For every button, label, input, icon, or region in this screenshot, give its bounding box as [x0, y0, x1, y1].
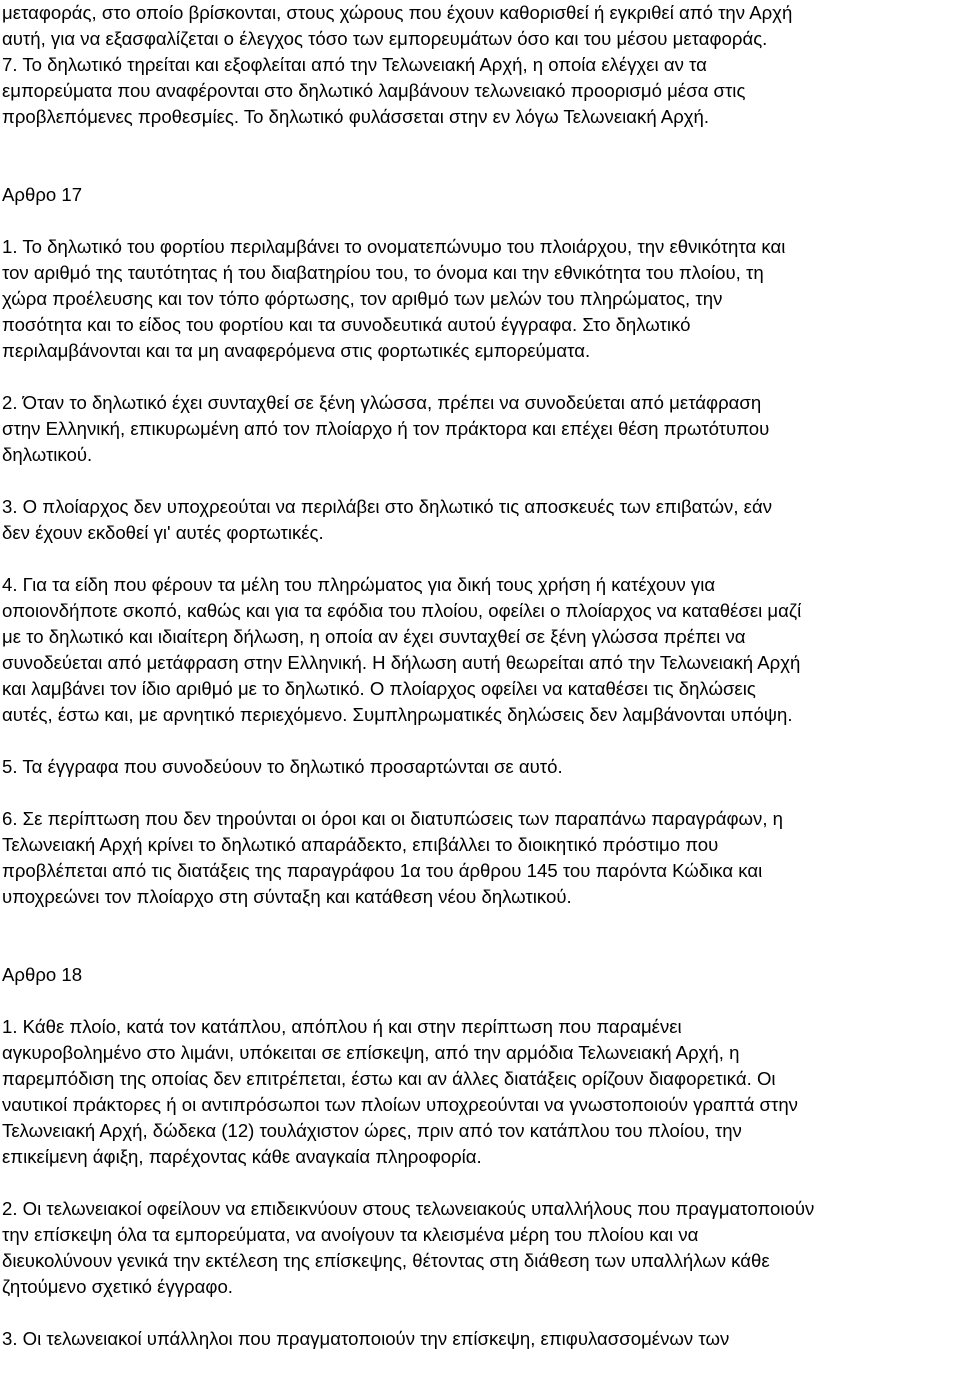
spacer	[2, 1300, 952, 1326]
spacer	[2, 910, 952, 962]
text-line: 3. Ο πλοίαρχος δεν υποχρεούται να περιλάβει στο δηλωτικό τις αποσκευές των επιβατών, εάν	[2, 496, 772, 517]
spacer	[2, 364, 952, 390]
spacer	[2, 988, 952, 1014]
text-line: περιλαμβάνονται και τα μη αναφερόμενα στις φορτωτικές εμπορεύματα.	[2, 340, 591, 361]
text-line: δηλωτικού.	[2, 444, 93, 465]
text-line: Τελωνειακή Αρχή, δώδεκα (12) τουλάχιστον ώρες, πριν από τον κατάπλου του πλοίου, την	[2, 1120, 742, 1141]
spacer	[2, 1170, 952, 1196]
text-line: 1. Κάθε πλοίο, κατά τον κατάπλου, απόπλου ή και στην περίπτωση που παραμένει	[2, 1016, 682, 1037]
article-18-paragraph-2	[2, 1196, 952, 1300]
spacer	[2, 130, 952, 182]
text-line: μεταφοράς, στο οποίο βρίσκονται, στους χώρους που έχουν καθορισθεί ή εγκριθεί από την Αρχή	[2, 2, 793, 23]
article-17-paragraph-1	[2, 234, 952, 364]
paragraph-7	[2, 52, 952, 130]
text-line: εμπορεύματα που αναφέρονται στο δηλωτικό λαμβάνουν τελωνειακό προορισμό μέσα στις	[2, 80, 746, 101]
text-line: ποσότητα και το είδος του φορτίου και τα συνοδευτικά αυτού έγγραφα. Στο δηλωτικό	[2, 314, 691, 335]
text-line: ναυτικοί πράκτορες ή οι αντιπρόσωποι των πλοίων υποχρεούνται να γνωστοποιούν γραπτά στην	[2, 1094, 798, 1115]
text-line: χώρα προέλευσης και τον τόπο φόρτωσης, τον αριθμό των μελών του πληρώματος, την	[2, 288, 723, 309]
text-line: αυτές, έστω και, με αρνητικό περιεχόμενο. Συμπληρωματικές δηλώσεις δεν λαμβάνονται υπόψη.	[2, 704, 793, 725]
text-line: επικείμενη άφιξη, παρέχοντας κάθε αναγκαία πληροφορία.	[2, 1146, 482, 1167]
spacer	[2, 546, 952, 572]
document-page	[2, 0, 952, 1352]
text-line: οποιονδήποτε σκοπό, καθώς και για τα εφόδια του πλοίου, οφείλει ο πλοίαρχος να καταθέσει μαζί	[2, 600, 802, 621]
article-18-paragraph-1	[2, 1014, 952, 1170]
text-line: την επίσκεψη όλα τα εμπορεύματα, να ανοίγουν τα κλεισμένα μέρη του πλοίου και να	[2, 1224, 699, 1245]
text-line: 1. Το δηλωτικό του φορτίου περιλαμβάνει το ονοματεπώνυμο του πλοιάρχου, την εθνικότητα και	[2, 236, 786, 257]
text-line: ζητούμενο σχετικό έγγραφο.	[2, 1276, 233, 1297]
text-line: αυτή, για να εξασφαλίζεται ο έλεγχος τόσο των εμπορευμάτων όσο και του μέσου μεταφοράς.	[2, 28, 768, 49]
text-line: 6. Σε περίπτωση που δεν τηρούνται οι όροι και οι διατυπώσεις των παραπάνω παραγράφων, η	[2, 808, 784, 829]
article-17-paragraph-2	[2, 390, 952, 468]
text-line: με το δηλωτικό και ιδιαίτερη δήλωση, η οποία αν έχει συνταχθεί σε ξένη γλώσσα πρέπει να	[2, 626, 746, 647]
text-line: 4. Για τα είδη που φέρουν τα μέλη του πληρώματος για δική τους χρήση ή κατέχουν για	[2, 574, 716, 595]
text-line: υποχρεώνει τον πλοίαρχο στη σύνταξη και κατάθεση νέου δηλωτικού.	[2, 886, 572, 907]
article-18-paragraph-3	[2, 1326, 952, 1352]
text-line: δεν έχουν εκδοθεί γι' αυτές φορτωτικές.	[2, 522, 324, 543]
text-line: αγκυροβολημένο στο λιμάνι, υπόκειται σε επίσκεψη, από την αρμόδια Τελωνειακή Αρχή, η	[2, 1042, 740, 1063]
text-line: 5. Τα έγγραφα που συνοδεύουν το δηλωτικό προσαρτώνται σε αυτό.	[2, 756, 563, 777]
spacer	[2, 780, 952, 806]
text-line: προβλέπεται από τις διατάξεις της παραγράφου 1α του άρθρου 145 του παρόντα Κώδικα και	[2, 860, 763, 881]
text-line: τον αριθμό της ταυτότητας ή του διαβατηρίου του, το όνομα και την εθνικότητα του πλοίου, τη	[2, 262, 764, 283]
text-line: προβλεπόμενες προθεσμίες. Το δηλωτικό φυλάσσεται στην εν λόγω Τελωνειακή Αρχή.	[2, 106, 710, 127]
text-line: Τελωνειακή Αρχή κρίνει το δηλωτικό απαράδεκτο, επιβάλλει το διοικητικό πρόστιμο που	[2, 834, 719, 855]
text-line: 3. Οι τελωνειακοί υπάλληλοι που πραγματοποιούν την επίσκεψη, επιφυλασσομένων των	[2, 1328, 730, 1349]
text-line: 2. Οι τελωνειακοί οφείλουν να επιδεικνύουν στους τελωνειακούς υπαλλήλους που πραγματοποιούν	[2, 1198, 815, 1219]
text-line: στην Ελληνική, επικυρωμένη από τον πλοίαρχο ή τον πράκτορα και επέχει θέση πρωτότυπου	[2, 418, 770, 439]
text-line: 2. Όταν το δηλωτικό έχει συνταχθεί σε ξένη γλώσσα, πρέπει να συνοδεύεται από μετάφραση	[2, 392, 762, 413]
text-line: και λαμβάνει τον ίδιο αριθμό με το δηλωτικό. Ο πλοίαρχος οφείλει να καταθέσει τις δηλώσεις	[2, 678, 756, 699]
spacer	[2, 468, 952, 494]
article-17-paragraph-5	[2, 754, 952, 780]
article-17-paragraph-3	[2, 494, 952, 546]
text-line: συνοδεύεται από μετάφραση στην Ελληνική. Η δήλωση αυτή θεωρείται από την Τελωνειακή Αρχή	[2, 652, 801, 673]
article-17-paragraph-6	[2, 806, 952, 910]
spacer	[2, 728, 952, 754]
intro-paragraph-tail	[2, 0, 952, 52]
article-17-heading: Αρθρο 17	[2, 184, 83, 205]
text-line: 7. Το δηλωτικό τηρείται και εξοφλείται από την Τελωνειακή Αρχή, η οποία ελέγχει αν τα	[2, 54, 707, 75]
article-18-heading: Αρθρο 18	[2, 964, 83, 985]
text-line: διευκολύνουν γενικά την εκτέλεση της επίσκεψης, θέτοντας στη διάθεση των υπαλλήλων κάθε	[2, 1250, 770, 1271]
text-line: παρεμπόδιση της οποίας δεν επιτρέπεται, έστω και αν άλλες διατάξεις ορίζουν διαφορετικά. Οι	[2, 1068, 776, 1089]
article-17-paragraph-4	[2, 572, 952, 728]
spacer	[2, 208, 952, 234]
